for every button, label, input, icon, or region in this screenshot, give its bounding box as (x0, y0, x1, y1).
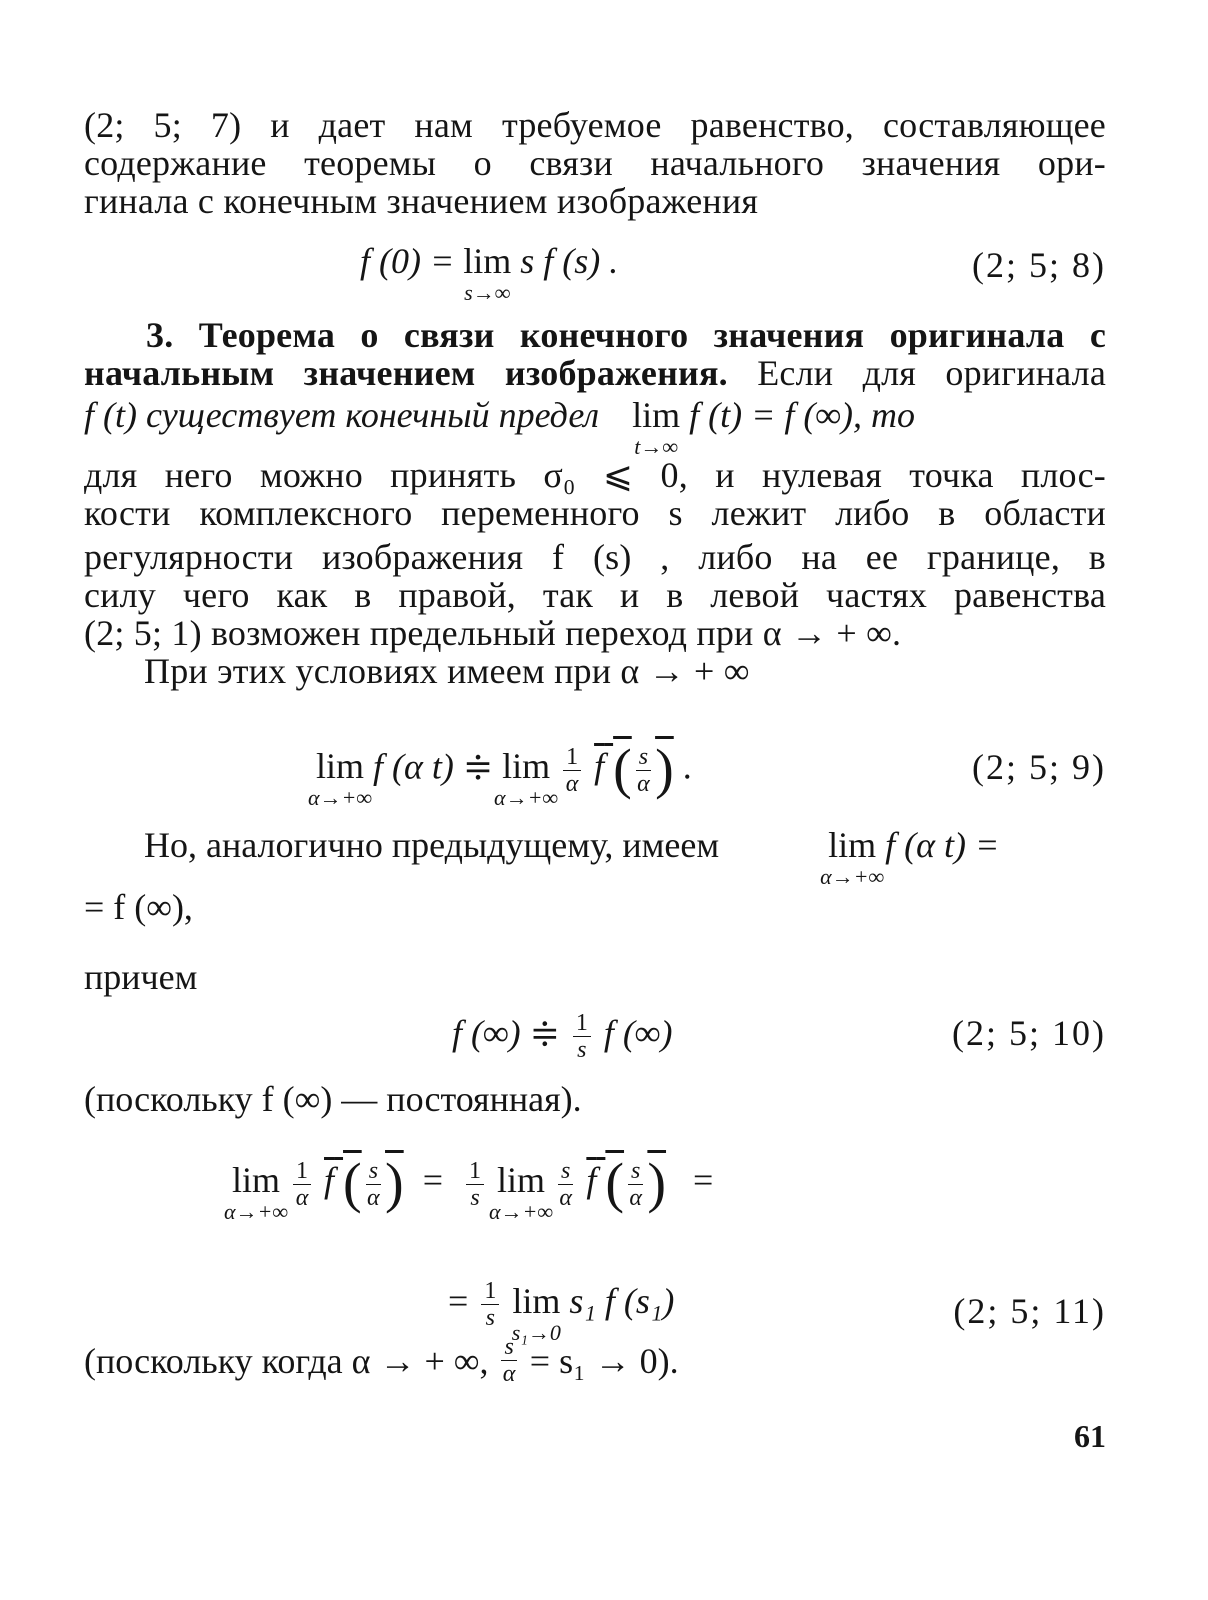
limit-operator: lim α→+∞ (494, 746, 559, 811)
equation-number: (2; 5; 10) (952, 1013, 1106, 1053)
section-3-body (84, 456, 1106, 690)
limit-operator: lim s→∞ (463, 241, 512, 305)
equation-number: (2; 5; 8) (972, 245, 1106, 285)
limit-operator: lim α→+∞ (488, 1160, 554, 1225)
text-prichem: причем (84, 957, 198, 997)
equation-rhs: s f (s) . (520, 241, 619, 281)
equation-2-5-8 (360, 240, 619, 305)
equation-2-5-10: f (∞) ≑ $\frac{1}{s}$ f (∞) (452, 1010, 673, 1063)
equation-2-5-11-line1: lim α→+∞ $\frac{1}{\alpha}$ f ( $\frac{s}{\alpha}$ ) = $\frac{1}{s}$ lim α→+∞ $\frac{s}{\alpha}$ f ( $\frac{s}{\alpha}$ ) = (223, 1153, 714, 1225)
paragraph-analog-line2: = f (∞), (84, 887, 193, 927)
limit-operator: lim α→+∞ (223, 1160, 289, 1225)
limit-subscript: s→∞ (464, 280, 511, 305)
text-line: содержание теоремы о связи начального значения ори- (84, 143, 1106, 183)
section-title-line2: начальным значением изображения. Если для оригинала (84, 353, 1106, 393)
text-line: гинала с конечным значением изображения (84, 181, 759, 221)
limit-operator: lim t→∞ (632, 395, 681, 459)
image-function: f ( $\frac{s}{\alpha}$ ) (594, 739, 674, 801)
text-poskolku-limit: (поскольку когда α → + ∞, $\frac{s}{\alpha}$ = s₁ → 0). (84, 1334, 679, 1387)
text-line: регулярности изображения f (s) , либо на ее границе, в (84, 537, 1106, 577)
image-function: f ( $\frac{s}{\alpha}$ ) (586, 1153, 667, 1215)
text-line: (2; 5; 7) и дает нам требуемое равенство, составляющее (84, 105, 1106, 145)
equation-number: (2; 5; 11) (953, 1291, 1106, 1331)
limit-operator: lim s₁→0 (511, 1280, 561, 1345)
equation-number: (2; 5; 9) (972, 747, 1106, 787)
text-line: силу чего как в правой, так и в левой частях равенства (84, 575, 1106, 615)
limit-operator: lim α→+∞ (820, 825, 885, 889)
section-3 (84, 316, 1106, 392)
fraction: $\frac{1}{s}$ (573, 1010, 591, 1063)
image-function: f ( $\frac{s}{\alpha}$ ) (324, 1153, 404, 1215)
text-line: При этих условиях имеем при α → + ∞ (144, 651, 750, 691)
section-3-limit-line: f (t) существует конечный предел lim t→∞ f (t) = f (∞), то (84, 395, 916, 459)
paragraph-intro (84, 106, 1106, 220)
paragraph-analog: Но, аналогично предыдущему, имеем lim α→+∞ f (α t) = (144, 825, 1000, 889)
equation-2-5-9: lim α→+∞ f (α t) ≑ lim α→+∞ $\frac{1}{\alpha}$ f ( $\frac{s}{\alpha}$ ) . (307, 739, 692, 811)
text-line: кости комплексного переменного s лежит либо в области (84, 493, 1106, 533)
limit-operator: lim α→+∞ (307, 746, 373, 811)
page-number: 61 (1074, 1418, 1106, 1454)
text-poskolku-constant: (поскольку f (∞) — постоянная). (84, 1079, 582, 1119)
section-title-line1: 3. Теорема о связи конечного значения оригинала с (146, 315, 1106, 355)
equation-2-5-11-line2: = $\frac{1}{s}$ lim s₁→0 s₁ f (s₁) (448, 1278, 675, 1345)
equation-lhs: f (0) = (360, 241, 455, 281)
fraction: $\frac{1}{\alpha}$ (563, 744, 581, 797)
text-line: для него можно принять σ₀ ⩽ 0, и нулевая точка плос- (84, 455, 1106, 495)
text-line: (2; 5; 1) возможен предельный переход при α → + ∞. (84, 613, 902, 653)
